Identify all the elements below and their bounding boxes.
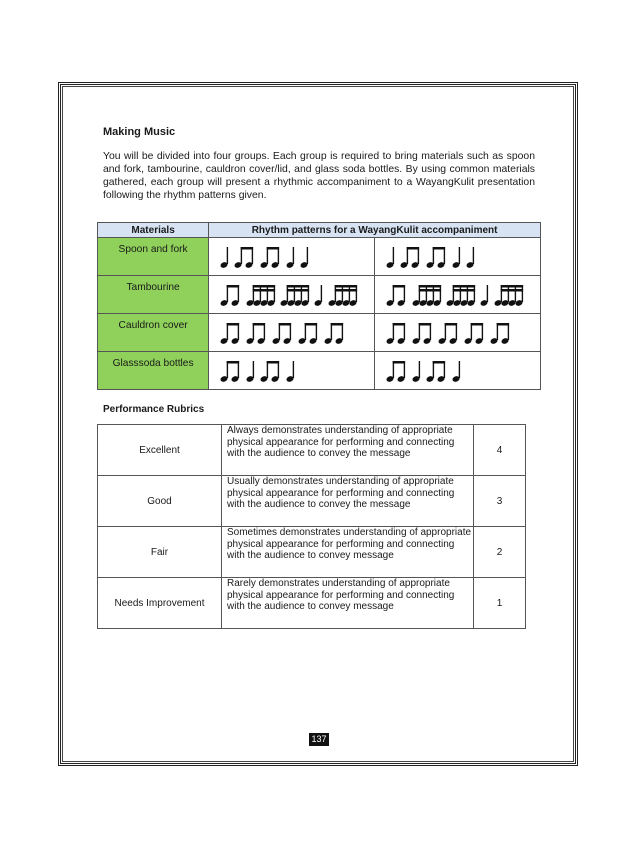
rubric-score: 1 [474, 578, 526, 629]
rubric-table [97, 424, 526, 629]
pattern-cell [209, 314, 375, 352]
rubric-score: 3 [474, 476, 526, 527]
note-beam [393, 361, 405, 364]
note-beam [227, 323, 239, 326]
rhythm-notation [383, 320, 533, 346]
rubric-description: Always demonstrates understanding of appropriate physical appearance for performing and connecting with the audience to convey the message [222, 425, 474, 476]
note-beam [433, 247, 445, 250]
note-beam [419, 289, 441, 292]
pattern-cell [209, 352, 375, 390]
note-beam [335, 285, 357, 288]
pattern-cell [375, 314, 541, 352]
intro-paragraph: You will be divided into four groups. Each group is required to bring materials such as spoon and fork, tambourine, cauldron cover/lid, and glass soda bottles. By using common materials gathered, each group will present a rhythmic accompaniment to a WayangKulit presentation following the rhythm patterns given. [103, 151, 535, 201]
note-beam [267, 361, 279, 364]
note-beam [305, 323, 317, 326]
pattern-cell [375, 276, 541, 314]
note-beam [393, 323, 405, 326]
pattern-cell [375, 238, 541, 276]
note-beam [227, 285, 239, 288]
note-beam [253, 285, 275, 288]
rhythm-row [98, 314, 541, 352]
pattern-cell [375, 352, 541, 390]
note-beam [253, 323, 265, 326]
rhythm-patterns-header: Rhythm patterns for a WayangKulit accompaniment [209, 223, 541, 238]
rubric-row [98, 578, 526, 629]
page-number: 137 [309, 733, 329, 746]
rubric-row [98, 476, 526, 527]
note-beam [419, 323, 431, 326]
material-cell: Cauldron cover [98, 314, 209, 352]
rhythm-notation [383, 358, 533, 384]
note-beam [453, 285, 475, 288]
material-cell: Glasssoda bottles [98, 352, 209, 390]
rubrics-title: Performance Rubrics [103, 404, 205, 415]
note-beam [501, 285, 523, 288]
rubric-level: Needs Improvement [98, 578, 222, 629]
rubric-row [98, 425, 526, 476]
note-beam [407, 247, 419, 250]
pattern-cell [209, 238, 375, 276]
note-beam [501, 289, 523, 292]
note-beam [445, 323, 457, 326]
rhythm-row [98, 352, 541, 390]
note-beam [253, 289, 275, 292]
note-beam [267, 247, 279, 250]
note-beam [453, 289, 475, 292]
note-beam [335, 289, 357, 292]
pattern-cell [209, 276, 375, 314]
materials-header: Materials [98, 223, 209, 238]
rhythm-notation [217, 282, 367, 308]
rhythm-notation [383, 282, 533, 308]
note-beam [241, 247, 253, 250]
note-beam [497, 323, 509, 326]
section-title: Making Music [103, 126, 176, 138]
rhythm-row [98, 276, 541, 314]
rhythm-row [98, 238, 541, 276]
note-beam [287, 285, 309, 288]
note-beam [331, 323, 343, 326]
note-beam [393, 285, 405, 288]
rhythm-notation [217, 320, 367, 346]
note-beam [287, 289, 309, 292]
rubric-level: Good [98, 476, 222, 527]
rhythm-table [97, 222, 541, 390]
rubric-score: 4 [474, 425, 526, 476]
rubric-level: Fair [98, 527, 222, 578]
rhythm-notation [217, 358, 367, 384]
note-beam [471, 323, 483, 326]
note-beam [279, 323, 291, 326]
material-cell: Tambourine [98, 276, 209, 314]
rubric-score: 2 [474, 527, 526, 578]
rubric-level: Excellent [98, 425, 222, 476]
note-beam [419, 285, 441, 288]
rubric-row [98, 527, 526, 578]
note-beam [433, 361, 445, 364]
rubric-description: Sometimes demonstrates understanding of appropriate physical appearance for performing and connecting with the audience to convey message [222, 527, 474, 578]
rubric-description: Usually demonstrates understanding of appropriate physical appearance for performing and connecting with the audience to convey the message [222, 476, 474, 527]
rhythm-notation [217, 244, 367, 270]
rubric-description: Rarely demonstrates understanding of appropriate physical appearance for performing and connecting with the audience to convey message [222, 578, 474, 629]
note-beam [227, 361, 239, 364]
material-cell: Spoon and fork [98, 238, 209, 276]
rhythm-notation [383, 244, 533, 270]
